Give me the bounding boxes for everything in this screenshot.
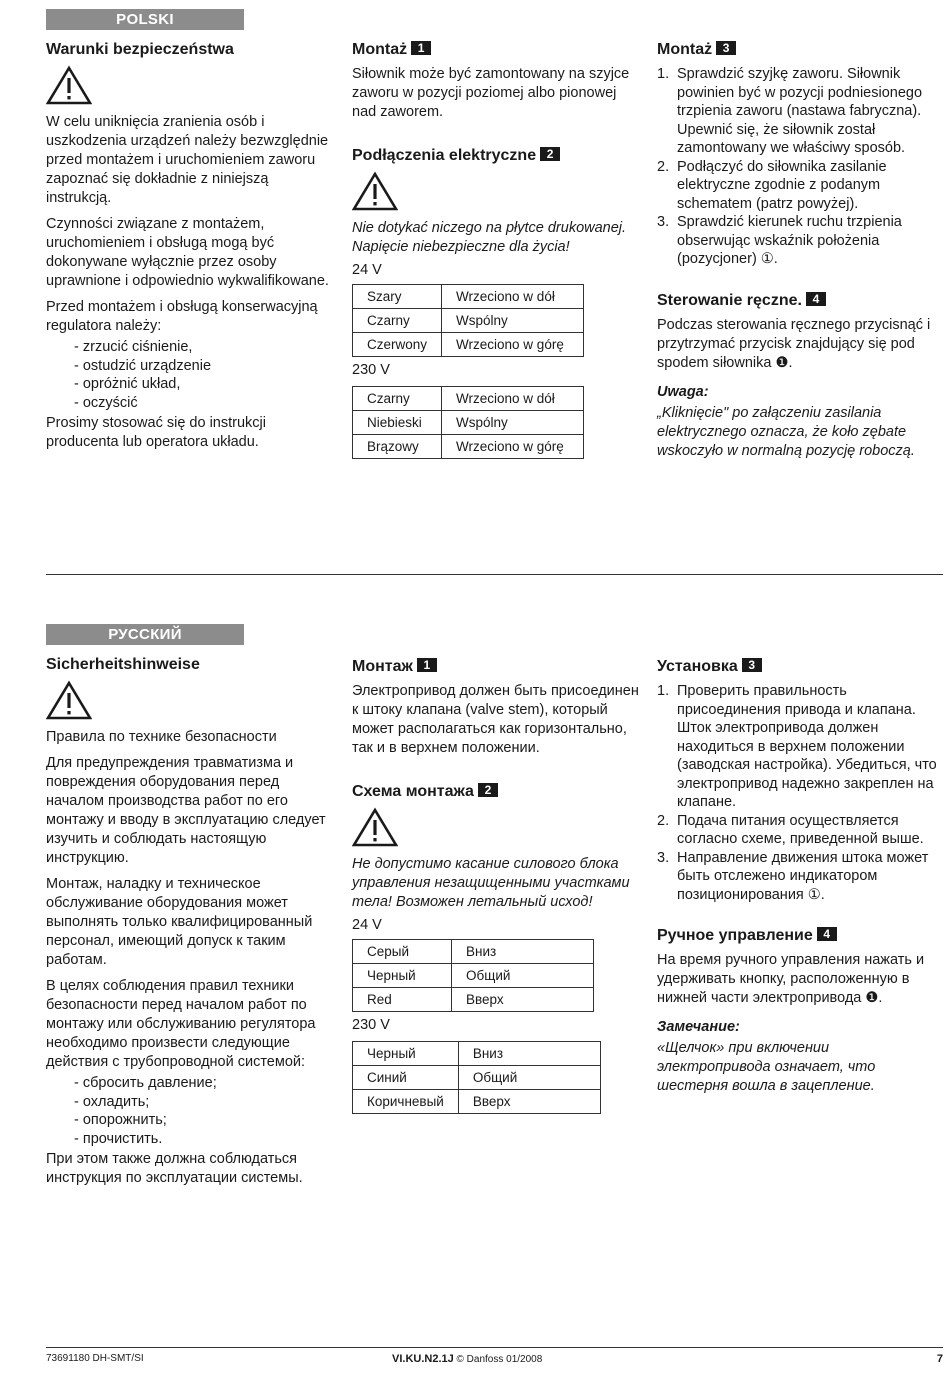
pl-note-title: Uwaga:	[657, 383, 709, 400]
table-cell: Вниз	[458, 1042, 600, 1066]
table-row	[353, 309, 584, 333]
list-item: 1. Проверить правильность присоединения привода и клапана. Шток электропривода должен находиться в верхнем положении (заводская настройка). Убедиться, что электропривод надежно закреплен на клапане.	[657, 683, 937, 810]
ru-electrical-warning: Не допустимо касание силового блока управления незащищенными участками тела! Возможен летальный исход!	[352, 856, 630, 910]
list-item: 2. Podłączyć do siłownika zasilanie elektryczne zgodnie z podanym schematem (patrz powyżej).	[657, 158, 887, 212]
ru-mount-heading: Монтаж 1	[352, 657, 642, 677]
ru-safety-p2: Монтаж, наладку и техническое обслуживание оборудования может выполнять только квалифицированный персонал, имеющий допуск к таким работам.	[46, 876, 313, 968]
warning-triangle-icon	[46, 65, 92, 105]
pl-safety-p2: Czynności związane z montażem, uruchomieniem i obsługą mogą być dokonywane wyłącznie przez osoby uprawnione i odpowiednio wykwalifikowane.	[46, 216, 329, 289]
pl-note-text: „Kliknięcie" po załączeniu zasilania elektrycznego oznacza, że koło zębate wskoczyło w normalną pozycję roboczą.	[657, 404, 915, 459]
footer-doc-number: 73691180 DH-SMT/SI	[46, 1353, 144, 1364]
pl-safety-p3: Przed montażem i obsługą konserwacyjną regulatora należy:	[46, 299, 318, 334]
table-cell: Синий	[353, 1066, 459, 1090]
ru-install-heading: Установка 3	[657, 657, 943, 677]
table-row	[353, 1090, 601, 1114]
pl-manual-heading: Sterowanie ręczne. 4	[657, 291, 943, 311]
pl-mount-column	[352, 40, 642, 463]
ru-manual-heading: Ручное управление 4	[657, 926, 943, 946]
pl-install-heading: Montaż 3	[657, 40, 943, 60]
table-row	[353, 1066, 601, 1090]
table-cell: Серый	[353, 940, 452, 964]
pl-mount-text: Siłownik może być zamontowany na szyjce zaworu w pozycji poziomej albo pionowej nad zaworem.	[352, 66, 630, 120]
step-number-badge: 1	[417, 658, 437, 672]
list-item: - прочистить.	[74, 1130, 338, 1149]
table-cell: Вверх	[452, 988, 594, 1012]
table-cell: Czarny	[353, 387, 442, 411]
footer-code: VI.KU.N2.1J © Danfoss 01/2008	[392, 1353, 543, 1365]
pl-wiring-table-230v	[352, 386, 584, 459]
list-item: 3. Направление движения штока может быть отслежено индикатором позиционирования ①.	[657, 849, 929, 903]
table-cell: Wrzeciono w górę	[442, 435, 584, 459]
list-item: - zrzucić ciśnienie,	[74, 338, 336, 357]
ru-voltage-230-label: 230 V	[352, 1017, 390, 1033]
pl-install-column	[657, 40, 943, 468]
ru-safety-column	[46, 655, 338, 1195]
step-number-badge: 2	[478, 783, 498, 797]
table-row	[353, 387, 584, 411]
table-cell: Wrzeciono w górę	[442, 333, 584, 357]
pl-safety-column	[46, 40, 336, 459]
ru-note-text: «Щелчок» при включении электропривода означает, что шестерня вошла в зацепление.	[657, 1040, 876, 1094]
ru-mount-column	[352, 657, 642, 1118]
table-cell: Wrzeciono w dół	[442, 285, 584, 309]
step-number-badge: 4	[806, 292, 826, 306]
list-item: 1. Sprawdzić szyjkę zaworu. Siłownik powinien być w pozycji podniesionego trzpienia zaworu (nastawa fabryczna). Upewnić się, że siłownik został zamontowany we właściwy sposób.	[657, 66, 923, 156]
ru-safety-subtitle: Правила по технике безопасности	[46, 729, 277, 745]
ru-mount-text: Электропривод должен быть присоединен к штоку клапана (valve stem), который может располагаться как горизонтально, так и в верхнем положении.	[352, 683, 639, 756]
table-cell: Niebieski	[353, 411, 442, 435]
ru-install-steps	[657, 682, 943, 904]
table-cell: Szary	[353, 285, 442, 309]
warning-triangle-icon	[46, 680, 92, 720]
step-number-badge: 3	[742, 658, 762, 672]
pl-safety-p4: Prosimy stosować się do instrukcji producenta lub operatora układu.	[46, 415, 266, 450]
pl-wiring-table-24v	[352, 284, 584, 357]
table-row	[353, 940, 594, 964]
table-cell: Brązowy	[353, 435, 442, 459]
table-cell: Вниз	[452, 940, 594, 964]
ru-safety-p1: Для предупреждения травматизма и повреждения оборудования перед началом производства работ по его монтажу и вводу в эксплуатацию следует изучить и соблюдать настоящую инструкцию.	[46, 755, 326, 866]
table-row	[353, 285, 584, 309]
list-item: 2. Подача питания осуществляется согласно схеме, приведенной выше.	[657, 812, 924, 847]
footer-divider	[46, 1347, 943, 1348]
table-row	[353, 435, 584, 459]
list-item: - опорожнить;	[74, 1111, 338, 1130]
pl-voltage-230-label: 230 V	[352, 362, 390, 378]
pl-voltage-24-label: 24 V	[352, 262, 382, 278]
section-tag-polish: POLSKI	[46, 9, 244, 30]
list-item: - oczyścić	[74, 394, 336, 413]
table-cell: Общий	[452, 964, 594, 988]
table-row	[353, 988, 594, 1012]
pl-mount-heading: Montaż 1	[352, 40, 642, 60]
table-cell: Wspólny	[442, 411, 584, 435]
step-number-badge: 2	[540, 147, 560, 161]
pl-safety-p1: W celu uniknięcia zranienia osób i uszkodzenia urządzeń należy bezwzględnie przed montażem i uruchomieniem zaworu zapoznać się dokładnie z niniejszą instrukcją.	[46, 114, 329, 206]
ru-install-column	[657, 657, 943, 1103]
table-cell: Wspólny	[442, 309, 584, 333]
table-cell: Черный	[353, 1042, 459, 1066]
section-tag-russian: РУССКИЙ	[46, 624, 244, 645]
ru-wiring-table-24v	[352, 939, 594, 1012]
ru-safety-p3: В целях соблюдения правил техники безопасности перед началом работ по монтажу или обслуживанию регулятора необходимо произвести следующие действия с трубопроводной системой:	[46, 978, 316, 1070]
table-cell: Wrzeciono w dół	[442, 387, 584, 411]
ru-wiring-table-230v	[352, 1041, 601, 1114]
warning-triangle-icon	[352, 807, 398, 847]
ru-voltage-24-label: 24 V	[352, 917, 382, 933]
pl-manual-text: Podczas sterowania ręcznego przycisnąć i przytrzymać przycisk znajdujący się pod spodem siłownika ❶.	[657, 316, 931, 371]
table-cell: Red	[353, 988, 452, 1012]
ru-safety-heading: Sicherheitshinweise	[46, 656, 200, 673]
step-number-badge: 3	[716, 41, 736, 55]
step-number-badge: 1	[411, 41, 431, 55]
table-row	[353, 333, 584, 357]
table-cell: Коричневый	[353, 1090, 459, 1114]
list-item: - сбросить давление;	[74, 1074, 338, 1093]
ru-manual-text: На время ручного управления нажать и удерживать кнопку, расположенную в нижней части электропривода ❶.	[657, 952, 925, 1006]
page-number: 7	[936, 1353, 943, 1365]
list-item: 3. Sprawdzić kierunek ruchu trzpienia obserwując wskaźnik położenia (pozycjoner) ①.	[657, 214, 902, 267]
ru-electrical-heading: Схема монтажа 2	[352, 782, 642, 802]
table-row	[353, 964, 594, 988]
warning-triangle-icon	[352, 171, 398, 211]
ru-note-title: Замечание:	[657, 1019, 740, 1035]
step-number-badge: 4	[817, 927, 837, 941]
pl-safety-heading: Warunki bezpieczeństwa	[46, 41, 234, 58]
table-cell: Общий	[458, 1066, 600, 1090]
list-item: - ostudzić urządzenie	[74, 357, 336, 376]
table-cell: Czerwony	[353, 333, 442, 357]
section-divider	[46, 574, 943, 575]
pl-electrical-warning: Nie dotykać niczego na płytce drukowanej. Napięcie niebezpieczne dla życia!	[352, 220, 627, 255]
pl-install-steps	[657, 65, 943, 269]
table-cell: Черный	[353, 964, 452, 988]
list-item: - охладить;	[74, 1093, 338, 1112]
table-row	[353, 1042, 601, 1066]
table-cell: Вверх	[458, 1090, 600, 1114]
list-item: - opróżnić układ,	[74, 375, 336, 394]
pl-safety-list	[74, 338, 336, 412]
table-cell: Czarny	[353, 309, 442, 333]
ru-safety-list	[74, 1074, 338, 1148]
pl-electrical-heading: Podłączenia elektryczne 2	[352, 146, 642, 166]
table-row	[353, 411, 584, 435]
ru-safety-p4: При этом также должна соблюдаться инструкция по эксплуатации системы.	[46, 1151, 303, 1186]
